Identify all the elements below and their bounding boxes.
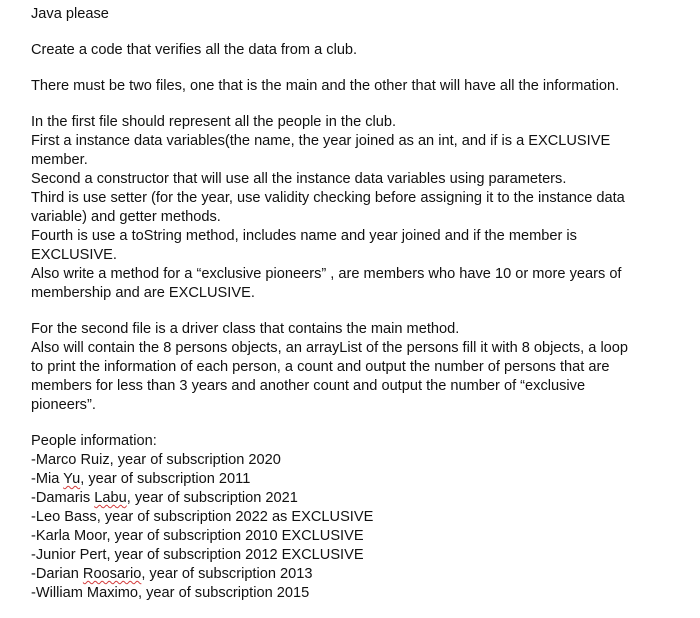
person-entry: -Karla Moor, year of subscription 2010 EXCLUSIVE [31,528,364,544]
files-note-paragraph [31,77,681,96]
people-paragraph [31,432,681,603]
first-file-line: First a instance data variables(the name, the year joined as an int, and if is a EXCLUSIVE [31,133,611,149]
person-entry: -Darian Roosario, year of subscription 2013 [31,566,313,582]
first-file-line: Also write a method for a “exclusive pioneers” , are members who have 10 or more years of [31,266,622,282]
document-body [31,5,681,603]
first-file-line: membership and are EXCLUSIVE. [31,285,255,301]
second-file-line: pioneers”. [31,397,96,413]
person-entry: -Leo Bass, year of subscription 2022 as EXCLUSIVE [31,509,374,525]
second-file-line: Also will contain the 8 persons objects, an arrayList of the persons fill it with 8 objects, a loop [31,340,629,356]
intro-paragraph [31,41,681,60]
first-file-line: In the first file should represent all the people in the club. [31,114,397,130]
person-entry: -Damaris Labu, year of subscription 2021 [31,490,298,506]
files-note-text: There must be two files, one that is the main and the other that will have all the information. [31,78,620,94]
header-text: Java please [31,6,109,22]
first-file-line: member. [31,152,88,168]
first-file-paragraph [31,113,681,303]
first-file-line: Fourth is use a toString method, includes name and year joined and if the member is [31,228,577,244]
first-file-line: variable) and getter methods. [31,209,221,225]
person-entry: -Marco Ruiz, year of subscription 2020 [31,452,281,468]
intro-text: Create a code that verifies all the data from a club. [31,42,358,58]
spellcheck-flagged-word: Yu [63,471,81,487]
person-entry: -Mia Yu, year of subscription 2011 [31,471,251,487]
person-entry: -William Maximo, year of subscription 2015 [31,585,310,601]
second-file-line: to print the information of each person, a count and output the number of persons that are [31,359,610,375]
spellcheck-flagged-word: Roosario [82,566,142,582]
first-file-line: EXCLUSIVE. [31,247,117,263]
second-file-line: For the second file is a driver class that contains the main method. [31,321,460,337]
spellcheck-flagged-word: Labu [94,490,127,506]
people-heading: People information: [31,433,157,449]
person-entry: -Junior Pert, year of subscription 2012 EXCLUSIVE [31,547,364,563]
first-file-line: Third is use setter (for the year, use validity checking before assigning it to the instance data [31,190,625,206]
second-file-paragraph [31,320,681,415]
header-line [31,5,681,24]
second-file-line: members for less than 3 years and another count and output the number of “exclusive [31,378,586,394]
first-file-line: Second a constructor that will use all the instance data variables using parameters. [31,171,567,187]
